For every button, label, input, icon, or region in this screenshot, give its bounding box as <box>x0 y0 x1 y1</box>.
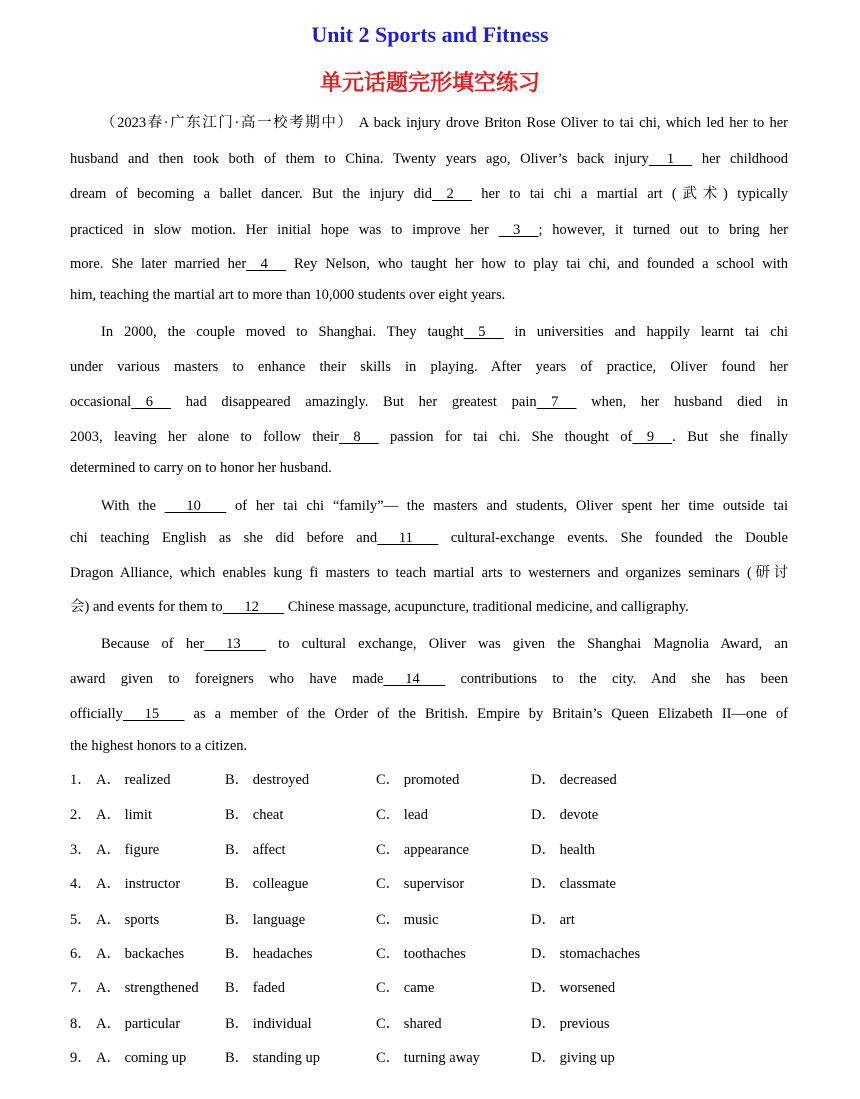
option-d[interactable]: D． classmate <box>531 876 616 892</box>
text: Chinese massage, acupuncture, traditional medicine, and calligraphy. <box>284 599 689 615</box>
p2-line-3 <box>70 392 788 412</box>
option-a[interactable]: A． particular <box>96 1016 181 1032</box>
text: occasional <box>70 394 132 410</box>
question-number: 4． <box>70 876 92 892</box>
text: award given to foreigners who have made <box>70 671 384 687</box>
option-d[interactable]: D． decreased <box>531 772 617 788</box>
option-a[interactable]: A． figure <box>96 842 160 858</box>
blank-4: 4 <box>246 256 287 272</box>
text: . But she finally <box>672 429 788 445</box>
option-c[interactable]: C． turning away <box>376 1050 480 1066</box>
text: of her tai chi “family”— the masters and students, Oliver spent her time outside tai <box>226 498 788 514</box>
option-c[interactable]: C． lead <box>376 807 428 823</box>
option-b[interactable]: B． language <box>225 912 306 928</box>
p2-line-4 <box>70 427 788 447</box>
text: With the <box>101 498 165 514</box>
p4-line-2 <box>70 669 788 689</box>
option-c[interactable]: C． promoted <box>376 772 460 788</box>
text: A back injury drove Briton Rose Oliver to tai chi, which led her to her <box>353 115 788 131</box>
text: passion for tai chi. She thought of <box>378 429 633 445</box>
blank-14: 14 <box>383 671 446 687</box>
question-number: 7． <box>70 980 92 996</box>
option-d[interactable]: D． devote <box>531 807 599 823</box>
option-d[interactable]: D． worsened <box>531 980 616 996</box>
option-d[interactable]: D． health <box>531 842 596 858</box>
p1-line-4 <box>70 220 788 240</box>
option-a[interactable]: A． sports <box>96 912 160 928</box>
text: contributions to the city. And she has been <box>445 671 788 687</box>
text: when, her husband died in <box>576 394 788 410</box>
p2-line-2: under various masters to enhance their skills in playing. After years of practice, Oliver found her <box>70 359 788 375</box>
text: officially <box>70 706 123 722</box>
text: her childhood <box>692 151 788 167</box>
blank-15: 15 <box>122 706 185 722</box>
option-d[interactable]: D． giving up <box>531 1050 615 1066</box>
p1-line-1 <box>101 113 788 133</box>
text: to cultural exchange, Oliver was given the Shanghai Magnolia Award, an <box>265 636 788 652</box>
p2-line-5: determined to carry on to honor her husband. <box>70 460 332 476</box>
option-a[interactable]: A． realized <box>96 772 171 788</box>
text: husband and then took both of them to China. Twenty years ago, Oliver’s back injury <box>70 151 649 167</box>
option-b[interactable]: B． individual <box>225 1016 312 1032</box>
p1-line-5 <box>70 254 788 274</box>
option-d[interactable]: D． stomachaches <box>531 946 641 962</box>
question-number: 5． <box>70 912 92 928</box>
title-english: Unit 2 Sports and Fitness <box>311 22 549 47</box>
blank-11: 11 <box>377 530 439 546</box>
text: cultural-exchange events. She founded the Double <box>438 530 788 546</box>
question-number: 6． <box>70 946 92 962</box>
text: 2003, leaving her alone to follow their <box>70 429 339 445</box>
p4-line-3 <box>70 704 788 724</box>
text: more. She later married her <box>70 256 247 272</box>
question-number: 9． <box>70 1050 92 1066</box>
blank-10: 10 <box>164 498 227 514</box>
p4-line-4: the highest honors to a citizen. <box>70 738 248 754</box>
text: in universities and happily learnt tai chi <box>503 324 788 340</box>
option-b[interactable]: B． standing up <box>225 1050 321 1066</box>
option-b[interactable]: B． cheat <box>225 807 284 823</box>
p3-line-2 <box>70 528 788 548</box>
option-b[interactable]: B． faded <box>225 980 285 996</box>
question-number: 8． <box>70 1016 92 1032</box>
option-a[interactable]: A． strengthened <box>96 980 199 996</box>
text: dream of becoming a ballet dancer. But the injury did <box>70 186 433 202</box>
option-a[interactable]: A． instructor <box>96 876 181 892</box>
blank-9: 9 <box>632 429 673 445</box>
option-c[interactable]: C． shared <box>376 1016 442 1032</box>
text: had disappeared amazingly. But her greatest pain <box>171 394 537 410</box>
p1-line-2 <box>70 149 788 169</box>
option-a[interactable]: A． limit <box>96 807 152 823</box>
blank-6: 6 <box>131 394 172 410</box>
p2-line-1 <box>101 322 788 342</box>
option-a[interactable]: A． backaches <box>96 946 185 962</box>
text: Because of her <box>101 636 205 652</box>
blank-2: 2 <box>432 186 472 202</box>
text: chi teaching English as she did before and <box>70 530 378 546</box>
option-b[interactable]: B． destroyed <box>225 772 310 788</box>
question-number: 2． <box>70 807 92 823</box>
text: 会) and events for them to <box>70 599 223 615</box>
p1-line-3 <box>70 184 788 204</box>
text: ; however, it turned out to bring her <box>538 222 788 238</box>
blank-3: 3 <box>498 222 539 238</box>
option-c[interactable]: C． came <box>376 980 435 996</box>
p4-line-1 <box>101 634 788 654</box>
blank-12: 12 <box>222 599 285 615</box>
option-c[interactable]: C． supervisor <box>376 876 465 892</box>
option-c[interactable]: C． music <box>376 912 439 928</box>
option-b[interactable]: B． colleague <box>225 876 309 892</box>
option-b[interactable]: B． headaches <box>225 946 313 962</box>
option-d[interactable]: D． art <box>531 912 575 928</box>
blank-13: 13 <box>204 636 266 652</box>
p3-line-1 <box>101 496 788 516</box>
text: Rey Nelson, who taught her how to play tai chi, and founded a school with <box>286 256 788 272</box>
blank-7: 7 <box>536 394 577 410</box>
option-c[interactable]: C． toothaches <box>376 946 466 962</box>
option-d[interactable]: D． previous <box>531 1016 610 1032</box>
option-a[interactable]: A． coming up <box>96 1050 187 1066</box>
blank-5: 5 <box>463 324 504 340</box>
title-chinese: 单元话题完形填空练习 <box>319 71 540 96</box>
source-note: （2023春·广东江门·高一校考期中） <box>101 115 354 131</box>
p3-line-3: Dragon Alliance, which enables kung fi masters to teach martial arts to westerners and organizes seminars (研讨 <box>70 565 788 581</box>
text: her to tai chi a martial art (武术) typically <box>471 186 788 202</box>
text: In 2000, the couple moved to Shanghai. They taught <box>101 324 464 340</box>
p3-line-4 <box>70 597 788 617</box>
text: as a member of the Order of the British. Empire by Britain’s Queen Elizabeth II—one of <box>184 706 788 722</box>
blank-1: 1 <box>648 151 693 167</box>
text: practiced in slow motion. Her initial hope was to improve her <box>70 222 499 238</box>
option-c[interactable]: C． appearance <box>376 842 469 858</box>
question-number: 1． <box>70 772 92 788</box>
blank-8: 8 <box>338 429 379 445</box>
question-number: 3． <box>70 842 92 858</box>
option-b[interactable]: B． affect <box>225 842 286 858</box>
p1-line-6: him, teaching the martial art to more than 10,000 students over eight years. <box>70 287 506 303</box>
